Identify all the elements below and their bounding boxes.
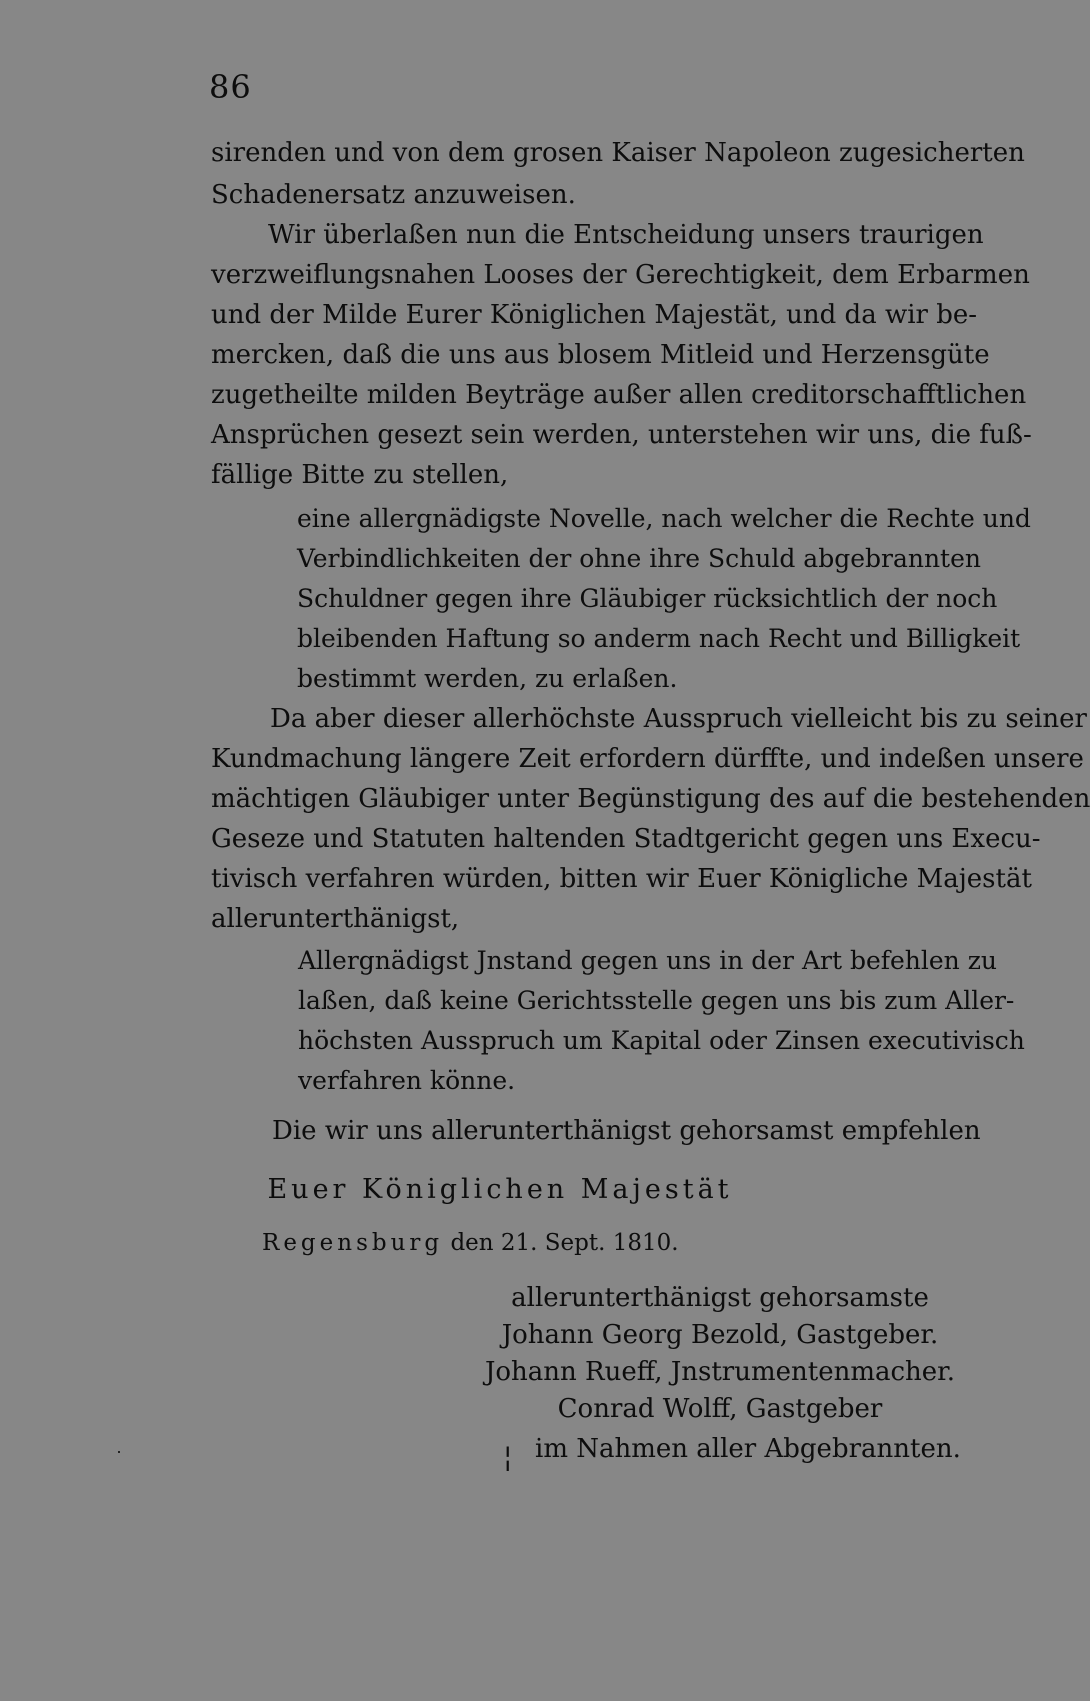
text-line: mercken, daß die uns aus blosem Mitleid und Herzensgüte: [211, 340, 990, 370]
signature-line: Conrad Wolff, Gastgeber: [557, 1394, 883, 1424]
signature-line: im Nahmen aller Abgebrannten.: [535, 1434, 961, 1464]
request-line: Verbindlichkeiten der ohne ihre Schuld abgebrannten: [297, 544, 981, 573]
text-line: Da aber dieser allerhöchste Ausspruch vielleicht bis zu seiner: [270, 704, 1087, 734]
request-line: Schuldner gegen ihre Gläubiger rücksichtlich der noch: [297, 584, 998, 613]
text-line: tivisch verfahren würden, bitten wir Euer Königliche Majestät: [211, 864, 1032, 894]
brace-mark: ¦: [503, 1440, 513, 1473]
page-number: 86: [209, 68, 252, 106]
text-line: Geseze und Statuten haltenden Stadtgericht gegen uns Execu-: [211, 824, 1041, 854]
text-line: mächtigen Gläubiger unter Begünstigung des auf die bestehenden: [211, 784, 1090, 814]
text-line: Ansprüchen gesezt sein werden, unterstehen wir uns, die fuß-: [211, 420, 1032, 450]
request-line: eine allergnädigste Novelle, nach welcher die Rechte und: [297, 504, 1031, 533]
date: den 21. Sept. 1810.: [450, 1230, 679, 1256]
request-line: laßen, daß keine Gerichtsstelle gegen uns bis zum Aller-: [298, 986, 1015, 1015]
text-line: Kundmachung längere Zeit erfordern dürffte, und indeßen unsere: [211, 744, 1084, 774]
signature-line: allerunterthänigst gehorsamste: [511, 1283, 929, 1313]
text-line: Wir überlaßen nun die Entscheidung unsers traurigen: [268, 220, 984, 250]
text-line: verzweiflungsnahen Looses der Gerechtigkeit, dem Erbarmen: [211, 260, 1030, 290]
text-line: zugetheilte milden Beyträge außer allen creditorschafftlichen: [211, 380, 1027, 410]
request-line: verfahren könne.: [298, 1066, 516, 1095]
request-line: bestimmt werden, zu erlaßen.: [297, 664, 678, 693]
text-line: fällige Bitte zu stellen,: [211, 460, 509, 490]
place-name: Regensburg: [262, 1230, 444, 1256]
place-date: [262, 1230, 679, 1256]
text-line: sirenden und von dem grosen Kaiser Napoleon zugesicherten: [211, 138, 1025, 168]
text-line: Schadenersatz anzuweisen.: [211, 180, 576, 210]
paper-speck: [118, 1451, 120, 1453]
signature-line: Johann Rueff, Jnstrumentenmacher.: [484, 1357, 956, 1387]
request-line: bleibenden Haftung so anderm nach Recht und Billigkeit: [297, 624, 1021, 653]
closing-line: Die wir uns allerunterthänigst gehorsamst empfehlen: [272, 1116, 981, 1146]
text-line: und der Milde Eurer Königlichen Majestät, und da wir be-: [211, 300, 978, 330]
request-line: Allergnädigst Jnstand gegen uns in der Art befehlen zu: [298, 946, 997, 975]
text-line: allerunterthänigst,: [211, 904, 460, 934]
address-line: Euer Königlichen Majestät: [267, 1174, 733, 1205]
signature-line: Johann Georg Bezold, Gastgeber.: [501, 1320, 939, 1350]
request-line: höchsten Ausspruch um Kapital oder Zinsen executivisch: [298, 1026, 1025, 1055]
